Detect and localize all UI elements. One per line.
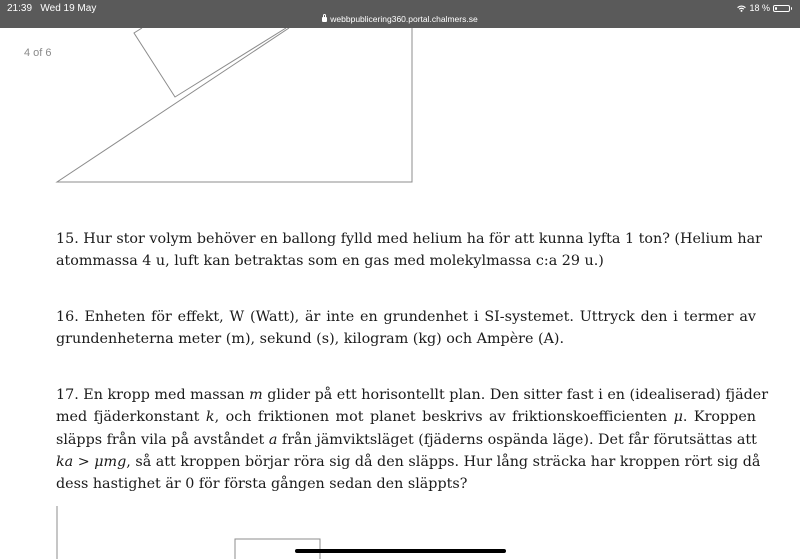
text: 17. En kropp med massan (56, 387, 250, 403)
math-inequality: ka > μmg (56, 453, 127, 470)
text: , och friktionen mot planet beskrivs av friktionskoefficienten (214, 409, 674, 426)
url-text[interactable]: webbpublicering360.portal.chalmers.se (330, 14, 478, 24)
problem-16-line-2: grundenheterna meter (m), sekund (s), kilogram (kg) och Ampère (A). (56, 331, 565, 348)
lock-icon (322, 17, 327, 22)
home-indicator[interactable] (295, 549, 506, 553)
address-bar[interactable] (0, 14, 800, 24)
time-text: 21:39 (7, 3, 33, 14)
text: . Kroppen (682, 409, 757, 426)
math-m: m (249, 387, 263, 403)
problem-17-line-3 (56, 429, 756, 451)
wifi-icon (737, 5, 746, 12)
text: från jämviktsläget (fjäderns ospända läge). Det får förutsättas att (277, 431, 757, 448)
problem-17-line-4 (56, 451, 761, 473)
battery-percent: 18 % (749, 3, 770, 13)
block-on-incline (134, 28, 286, 97)
battery-icon (773, 5, 790, 12)
problem-17-line-5: dess hastighet är 0 för första gången sedan den släppts? (56, 476, 468, 493)
math-mu: μ (673, 409, 683, 426)
date-text: Wed 19 May (40, 3, 97, 14)
problem-15-line-1: 15. Hur stor volym behöver en ballong fylld med helium ha för att kunna lyfta 1 ton? (Helium har (56, 231, 762, 247)
status-indicators (737, 3, 790, 13)
problem-16-line-1: 16. Enheten för effekt, W (Watt), är inte en grundenhet i SI-systemet. Uttryck den i termer av (56, 309, 756, 325)
battery-fill (775, 7, 777, 10)
problem-17-line-1 (56, 384, 769, 406)
text: , så att kroppen börjar röra sig då den släpps. Hur lång sträcka har kroppen rört sig då (126, 453, 761, 470)
problem-16 (56, 306, 756, 351)
math-a: a (268, 431, 278, 448)
status-bar (0, 0, 800, 28)
text: glider på ett horisontellt plan. Den sitter fast i en (idealiserad) fjäder (262, 387, 769, 403)
status-time (7, 3, 96, 14)
problem-15 (56, 228, 762, 273)
page-indicator: 4 of 6 (24, 47, 52, 59)
problem-15-line-2: atommassa 4 u, luft kan betraktas som en gas med molekylmassa c:a 29 u.) (56, 253, 604, 270)
math-k: k (205, 409, 215, 426)
incline-triangle (57, 28, 412, 182)
problem-17-line-2 (56, 406, 756, 428)
text: med fjäderkonstant (56, 409, 206, 426)
incline-figure (0, 28, 800, 188)
text: släpps från vila på avståndet (56, 431, 269, 448)
problem-17 (56, 384, 769, 495)
